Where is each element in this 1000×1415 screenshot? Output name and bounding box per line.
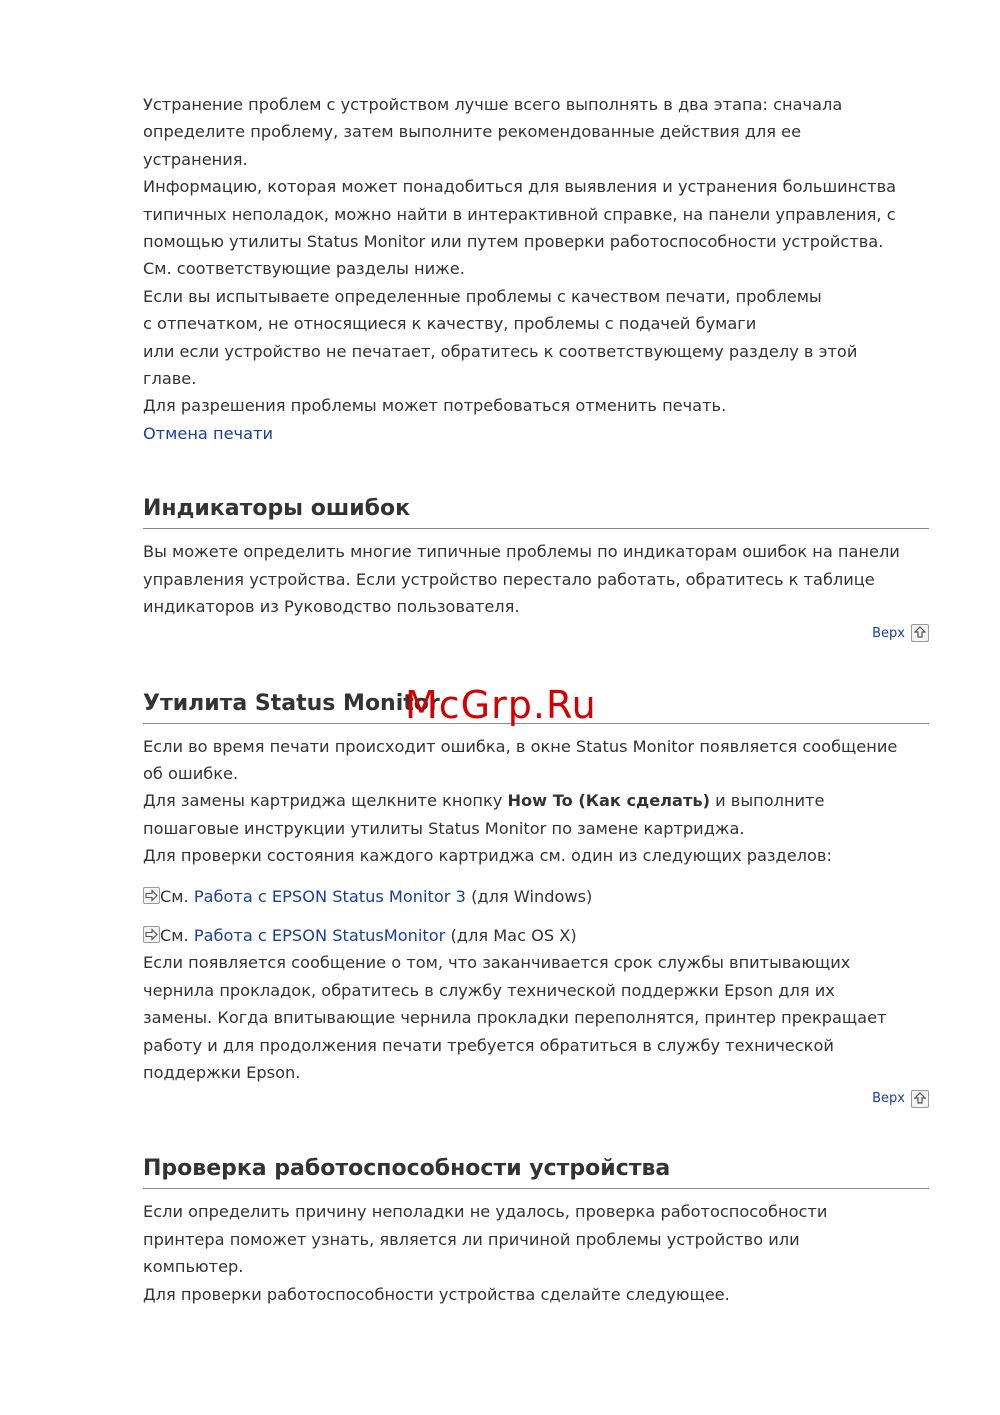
section-heading-errors: Индикаторы ошибок [143, 494, 929, 529]
see-windows-line [143, 883, 929, 910]
arrow-up-icon[interactable] [911, 624, 929, 642]
section-heading-status-monitor: Утилита Status Monitor [143, 689, 929, 724]
see-label: См. [160, 886, 189, 906]
status-tail-line: чернила прокладок, обратитесь в службу технической поддержки Epson для их [143, 980, 835, 1000]
status-line: пошаговые инструкции утилиты Status Monitor по замене картриджа. [143, 818, 745, 838]
intro-line: Для разрешения проблемы может потребоваться отменить печать. [143, 396, 727, 416]
intro-line: См. соответствующие разделы ниже. [143, 259, 465, 279]
back-to-top [143, 623, 929, 657]
intro-line: Если вы испытываете определенные проблемы с качеством печати, проблемы [143, 286, 822, 306]
status-tail-line: поддержки Epson. [143, 1062, 301, 1082]
error-indicators-section [143, 494, 929, 656]
arrow-right-icon [143, 887, 160, 904]
check-line: Для проверки работоспособности устройства сделайте следующее. [143, 1284, 730, 1304]
check-line: принтера поможет узнать, является ли причиной проблемы устройство или [143, 1229, 800, 1249]
intro-line: с отпечатком, не относящиеся к качеству, проблемы с подачей бумаги [143, 314, 757, 334]
see-suffix: (для Mac OS X) [450, 925, 577, 945]
arrow-up-icon[interactable] [911, 1090, 929, 1108]
status-line [143, 787, 929, 814]
status-tail-line: работу и для продолжения печати требуется обратиться в службу технической [143, 1035, 834, 1055]
status-text: и выполните [709, 791, 825, 811]
see-mac-line [143, 922, 929, 949]
errors-line: индикаторов из Руководство пользователя. [143, 597, 520, 617]
arrow-right-icon [143, 926, 160, 943]
intro-line: главе. [143, 369, 197, 389]
how-to-label: How To (Как сделать) [507, 791, 710, 811]
status-line: об ошибке. [143, 763, 239, 783]
see-label: См. [160, 925, 189, 945]
status-monitor-section [143, 689, 929, 1123]
top-link[interactable]: Верх [872, 1091, 905, 1107]
intro-line: Устранение проблем с устройством лучше всего выполнять в два этапа: сначала [143, 95, 843, 114]
status-monitor-mac-link[interactable]: Работа с EPSON StatusMonitor [193, 925, 446, 945]
status-text: Для замены картриджа щелкните кнопку [143, 791, 508, 811]
section-heading-device-check: Проверка работоспособности устройства [143, 1154, 929, 1189]
device-check-section [143, 1154, 929, 1308]
check-line: Если определить причину неполадки не удалось, проверка работоспособности [143, 1202, 828, 1222]
see-suffix: (для Windows) [471, 886, 593, 906]
intro-line: помощью утилиты Status Monitor или путем проверки работоспособности устройства. [143, 232, 884, 252]
intro-line: типичных неполадок, можно найти в интерактивной справке, на панели управления, с [143, 204, 896, 224]
status-tail-line: замены. Когда впитывающие чернила прокладки переполнятся, принтер прекращает [143, 1008, 887, 1028]
status-monitor-3-link[interactable]: Работа с EPSON Status Monitor 3 [193, 886, 466, 906]
cancel-print-line [143, 420, 929, 447]
intro-line: определите проблему, затем выполните рекомендованные действия для ее [143, 122, 802, 142]
intro-line: Информацию, которая может понадобиться для выявления и устранения большинства [143, 177, 897, 197]
status-line: Если во время печати происходит ошибка, в окне Status Monitor появляется сообщение [143, 736, 898, 756]
status-tail-line: Если появляется сообщение о том, что заканчивается срок службы впитывающих [143, 953, 851, 973]
check-line: компьютер. [143, 1257, 244, 1277]
top-link[interactable]: Верх [872, 625, 905, 641]
back-to-top [143, 1088, 929, 1122]
status-line: Для проверки состояния каждого картриджа см. один из следующих разделов: [143, 846, 832, 866]
errors-line: управления устройства. Если устройство перестало работать, обратитесь к таблице [143, 569, 875, 589]
watermark: McGrp.Ru [405, 683, 597, 727]
cancel-print-link[interactable]: Отмена печати [143, 423, 273, 443]
errors-line: Вы можете определить многие типичные проблемы по индикаторам ошибок на панели [143, 542, 900, 562]
intro-line: или если устройство не печатает, обратитесь к соответствующему разделу в этой [143, 341, 858, 361]
intro-line: устранения. [143, 149, 248, 169]
intro-section [143, 91, 929, 447]
